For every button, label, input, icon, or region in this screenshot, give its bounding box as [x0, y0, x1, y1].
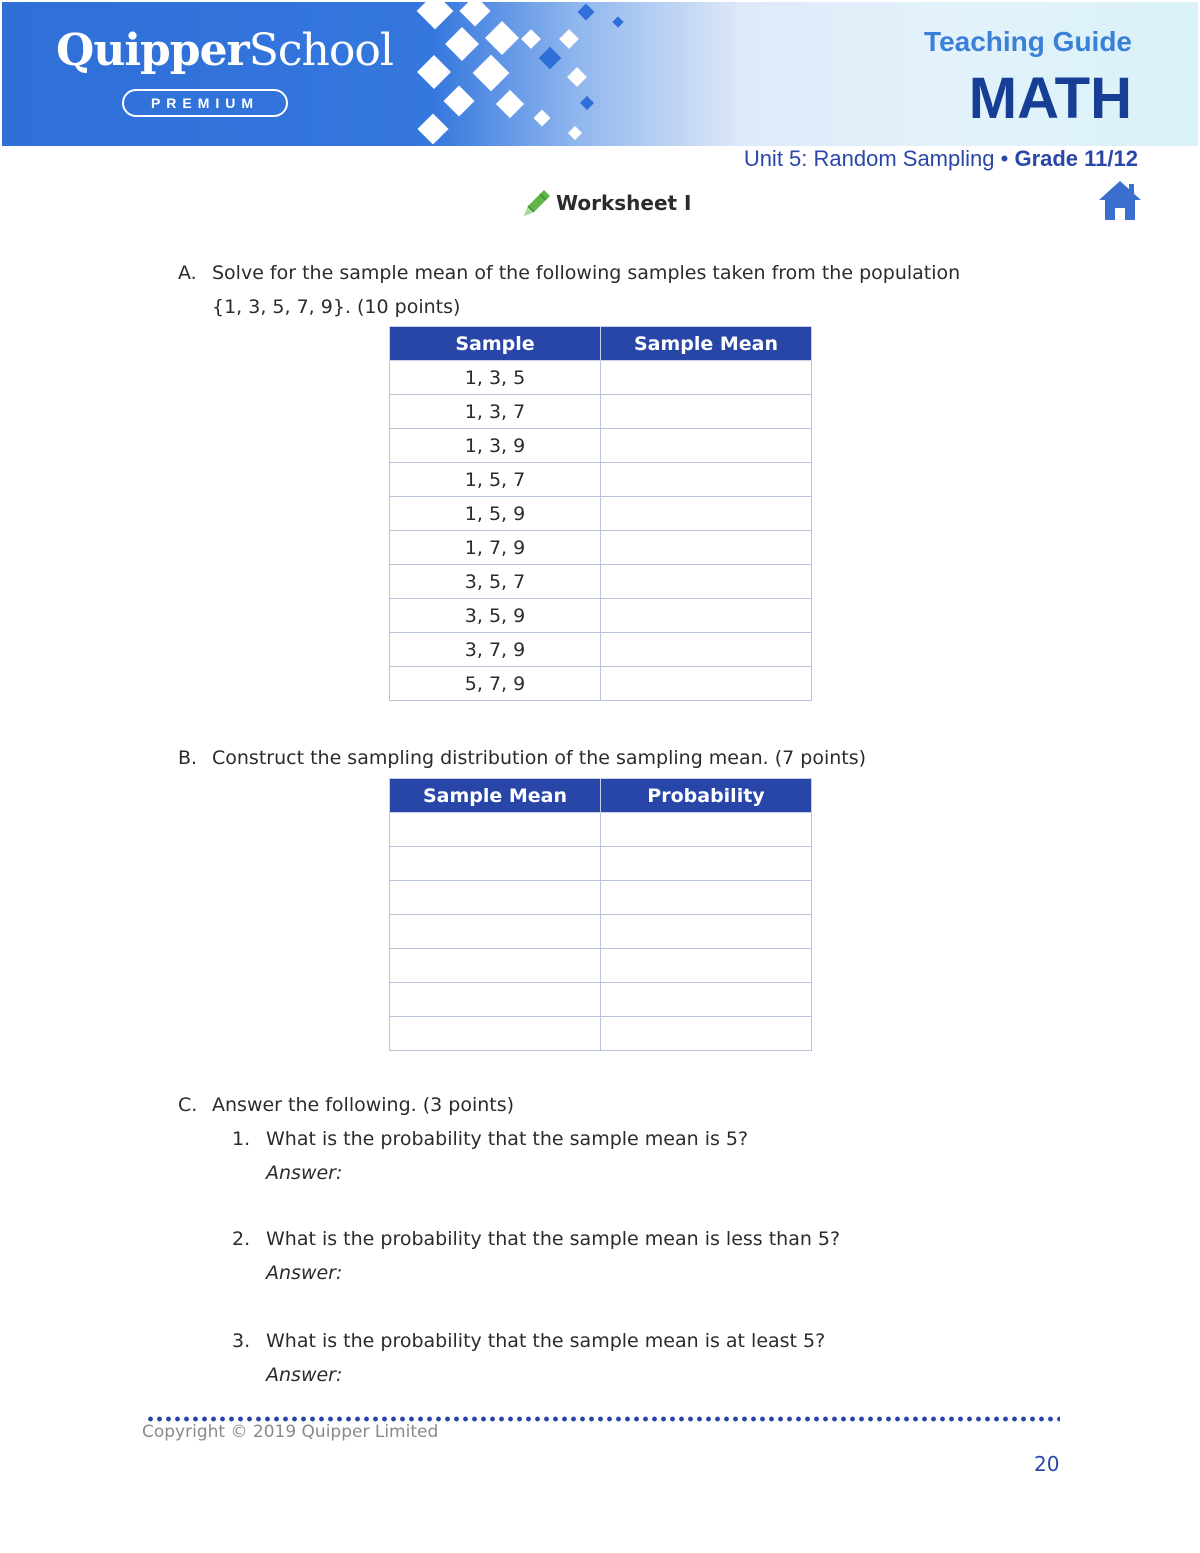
table-row	[390, 813, 812, 847]
worksheet-title-text: Worksheet I	[556, 191, 692, 215]
brand-name-part2: School	[248, 25, 393, 76]
table-row	[390, 497, 812, 531]
sample-cell: 3, 5, 7	[390, 565, 601, 599]
table-row	[390, 599, 812, 633]
table-row	[390, 531, 812, 565]
sample-mean-input-cell[interactable]	[390, 915, 601, 949]
sample-mean-input-cell[interactable]	[601, 429, 812, 463]
table-row	[390, 633, 812, 667]
probability-input-cell[interactable]	[601, 813, 812, 847]
probability-input-cell[interactable]	[601, 1017, 812, 1051]
probability-input-cell[interactable]	[601, 847, 812, 881]
page-number: 20	[1034, 1452, 1060, 1476]
table-row	[390, 983, 812, 1017]
sample-cell: 1, 3, 7	[390, 395, 601, 429]
column-header-sample-mean: Sample Mean	[390, 779, 601, 813]
worksheet-title	[520, 186, 692, 220]
table-row	[390, 361, 812, 395]
unit-grade-line	[744, 146, 1138, 172]
section-a-text-line1: Solve for the sample mean of the following samples taken from the population	[212, 262, 961, 284]
sample-mean-input-cell[interactable]	[390, 949, 601, 983]
answer-label[interactable]: Answer:	[266, 1162, 343, 1184]
table-row	[390, 463, 812, 497]
sample-cell: 5, 7, 9	[390, 667, 601, 701]
section-a-label: A.	[178, 262, 197, 284]
answer-label[interactable]: Answer:	[266, 1262, 343, 1284]
sample-cell: 1, 5, 7	[390, 463, 601, 497]
sample-cell: 3, 5, 9	[390, 599, 601, 633]
diamond-pattern-decoration	[382, 2, 682, 146]
sample-cell: 1, 7, 9	[390, 531, 601, 565]
section-b-label: B.	[178, 747, 198, 769]
table-row	[390, 395, 812, 429]
sample-mean-input-cell[interactable]	[601, 395, 812, 429]
section-b-text: Construct the sampling distribution of the sampling mean. (7 points)	[212, 747, 867, 769]
sample-cell: 3, 7, 9	[390, 633, 601, 667]
sampling-distribution-table	[389, 778, 812, 1051]
table-header-row	[390, 327, 812, 361]
sample-mean-input-cell[interactable]	[390, 813, 601, 847]
section-c-text: Answer the following. (3 points)	[212, 1094, 515, 1116]
pencil-icon	[520, 186, 552, 220]
sample-mean-input-cell[interactable]	[390, 881, 601, 915]
table-row	[390, 565, 812, 599]
table-row	[390, 881, 812, 915]
probability-input-cell[interactable]	[601, 915, 812, 949]
sample-mean-input-cell[interactable]	[390, 847, 601, 881]
sample-mean-input-cell[interactable]	[601, 361, 812, 395]
section-c-label: C.	[178, 1094, 198, 1116]
sample-mean-input-cell[interactable]	[601, 565, 812, 599]
premium-badge: PREMIUM	[122, 89, 288, 117]
sample-mean-table	[389, 326, 812, 701]
subject-title: MATH	[968, 66, 1132, 131]
answer-label[interactable]: Answer:	[266, 1364, 343, 1386]
sample-mean-input-cell[interactable]	[601, 531, 812, 565]
question-text: What is the probability that the sample mean is at least 5?	[266, 1330, 826, 1352]
header-banner	[2, 2, 1198, 146]
table-row	[390, 429, 812, 463]
column-header-sample: Sample	[390, 327, 601, 361]
probability-input-cell[interactable]	[601, 949, 812, 983]
teaching-guide-title: Teaching Guide	[924, 26, 1132, 57]
brand-logo	[56, 24, 393, 78]
question-text: What is the probability that the sample mean is less than 5?	[266, 1228, 841, 1250]
column-header-sample-mean: Sample Mean	[601, 327, 812, 361]
question-number: 1.	[232, 1128, 251, 1150]
table-row	[390, 1017, 812, 1051]
question-number: 3.	[232, 1330, 251, 1352]
sample-mean-input-cell[interactable]	[601, 497, 812, 531]
home-icon[interactable]	[1097, 178, 1143, 222]
probability-input-cell[interactable]	[601, 881, 812, 915]
question-text: What is the probability that the sample mean is 5?	[266, 1128, 749, 1150]
table-row	[390, 667, 812, 701]
grade-level: Grade 11/12	[1014, 146, 1138, 171]
brand-name-part1: Quipper	[56, 25, 249, 76]
table-row	[390, 915, 812, 949]
sample-mean-input-cell[interactable]	[601, 633, 812, 667]
table-row	[390, 949, 812, 983]
copyright-text: Copyright © 2019 Quipper Limited	[142, 1422, 439, 1442]
sample-cell: 1, 3, 5	[390, 361, 601, 395]
unit-title: Unit 5: Random Sampling	[743, 146, 995, 171]
separator-dot: •	[1000, 146, 1009, 171]
sample-mean-input-cell[interactable]	[601, 599, 812, 633]
column-header-probability: Probability	[601, 779, 812, 813]
sample-mean-input-cell[interactable]	[601, 667, 812, 701]
sample-mean-input-cell[interactable]	[390, 983, 601, 1017]
probability-input-cell[interactable]	[601, 983, 812, 1017]
table-row	[390, 847, 812, 881]
section-a-text-line2: {1, 3, 5, 7, 9}. (10 points)	[212, 296, 461, 318]
sample-cell: 1, 5, 9	[390, 497, 601, 531]
sample-mean-input-cell[interactable]	[390, 1017, 601, 1051]
sample-cell: 1, 3, 9	[390, 429, 601, 463]
table-header-row	[390, 779, 812, 813]
question-number: 2.	[232, 1228, 251, 1250]
sample-mean-input-cell[interactable]	[601, 463, 812, 497]
